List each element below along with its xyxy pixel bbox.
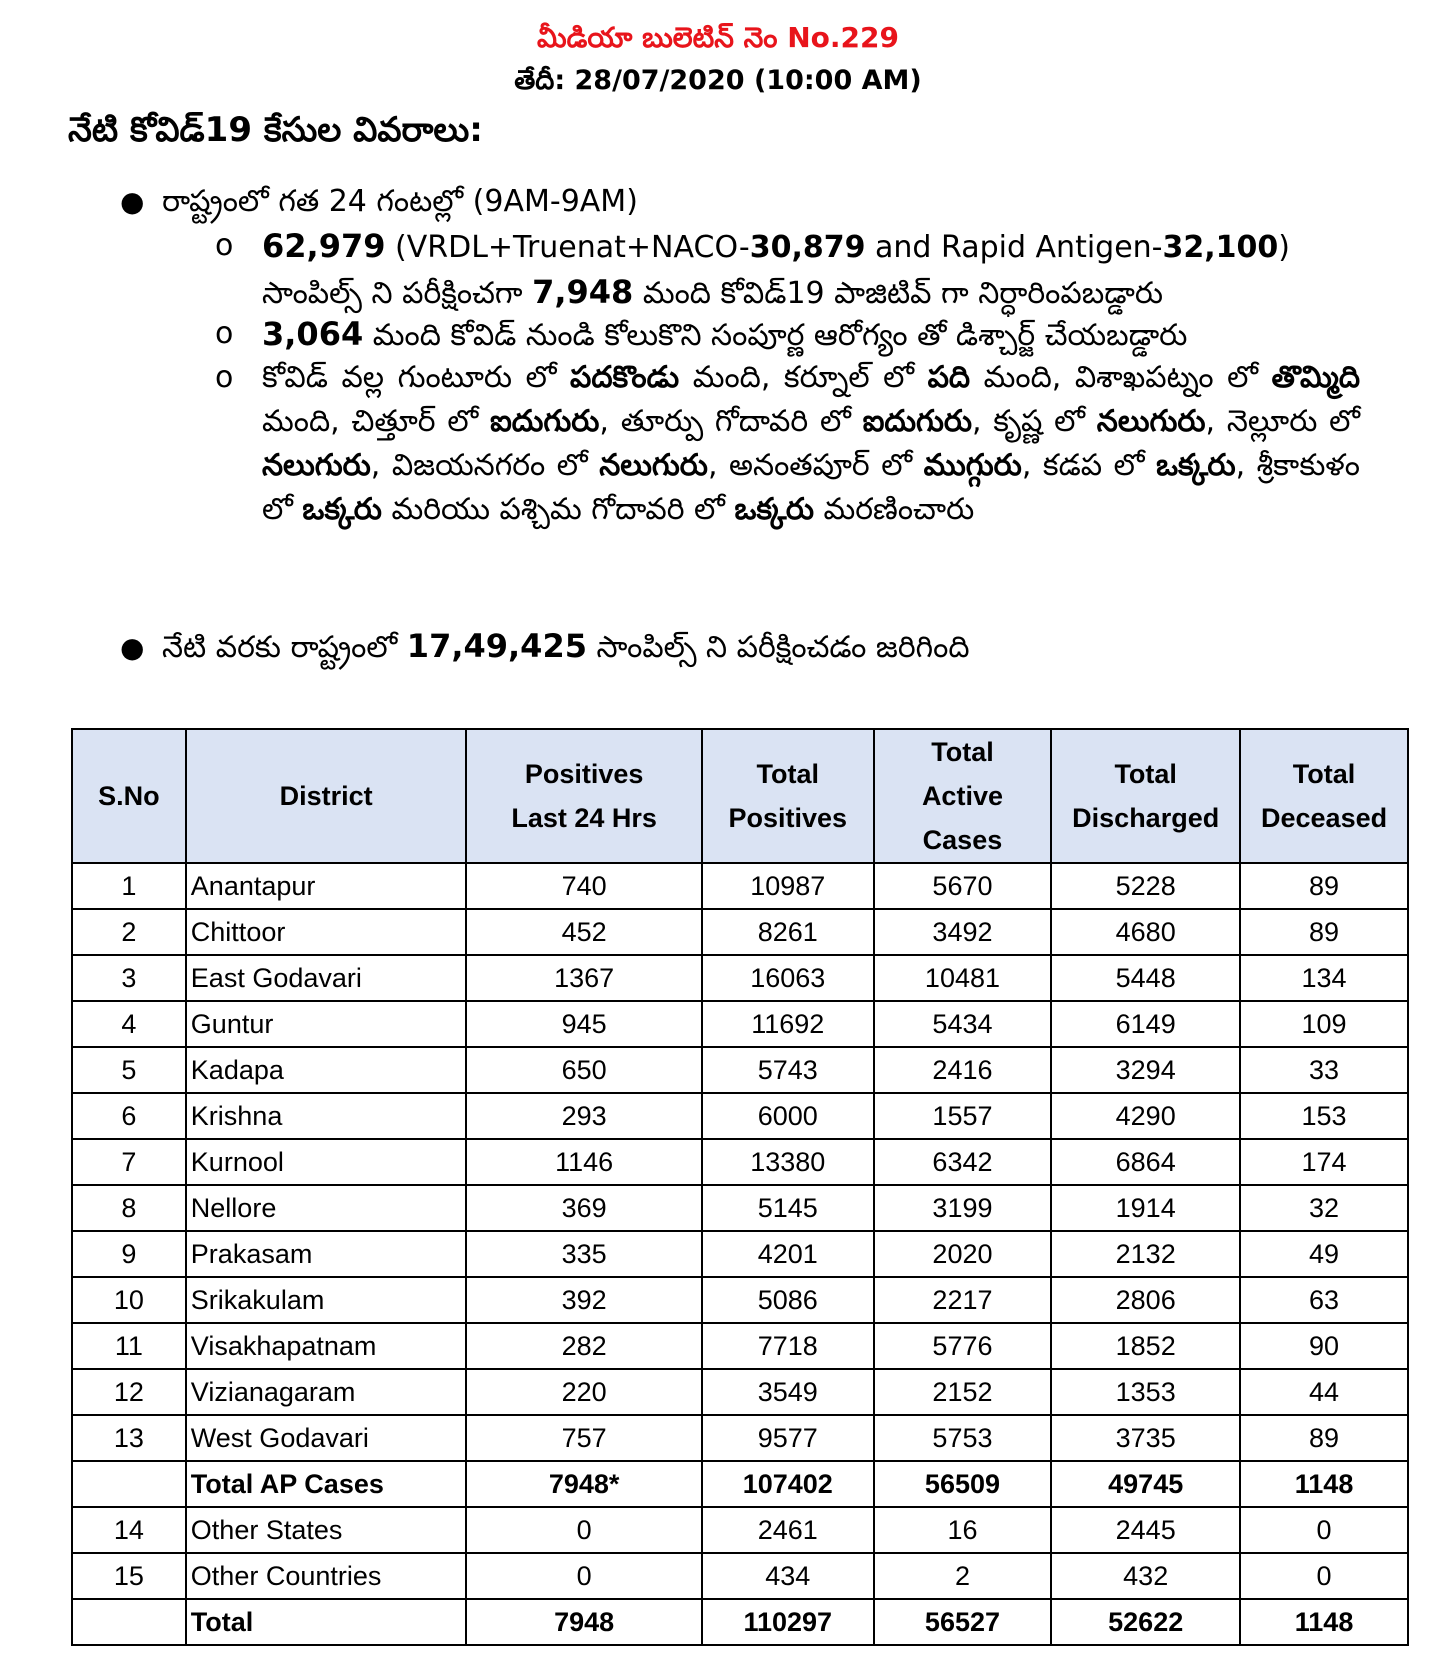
death-count: నలుగురు <box>1096 404 1206 439</box>
cell-district: Vizianagaram <box>186 1369 467 1415</box>
death-count: పది <box>927 360 971 395</box>
cell-total-deceased: 63 <box>1240 1277 1408 1323</box>
cell-total-active: 2020 <box>874 1231 1052 1277</box>
cell-total-positives: 2461 <box>702 1507 874 1553</box>
sub-bullet-icon: o <box>215 316 234 351</box>
cell-total-active: 56527 <box>874 1599 1052 1645</box>
death-count: తొమ్మిది <box>1271 360 1360 395</box>
cell-positives-24h: 945 <box>466 1001 701 1047</box>
cell-total-active: 16 <box>874 1507 1052 1553</box>
cell-district: Kadapa <box>186 1047 467 1093</box>
table-total-row <box>72 1599 1408 1645</box>
cell-sno: 9 <box>72 1231 186 1277</box>
cell-positives-24h: 392 <box>466 1277 701 1323</box>
cell-district: Prakasam <box>186 1231 467 1277</box>
cell-positives-24h: 369 <box>466 1185 701 1231</box>
text-segment: సాంపిల్స్ ని పరీక్షించగా <box>262 276 533 311</box>
cell-total-active: 5670 <box>874 863 1052 909</box>
cell-total-active: 2217 <box>874 1277 1052 1323</box>
cell-positives-24h: 293 <box>466 1093 701 1139</box>
cell-total-positives: 107402 <box>702 1461 874 1507</box>
cell-total-discharged: 3735 <box>1051 1415 1240 1461</box>
cell-sno: 3 <box>72 955 186 1001</box>
district-cases-table <box>71 728 1409 1646</box>
cell-total-positives: 5086 <box>702 1277 874 1323</box>
text-segment: నేటి వరకు రాష్ట్రంలో <box>162 630 407 665</box>
header-total-positives <box>702 729 874 863</box>
cell-total-discharged: 52622 <box>1051 1599 1240 1645</box>
cell-total-positives: 5743 <box>702 1047 874 1093</box>
table-row <box>72 1277 1408 1323</box>
cell-total-discharged: 432 <box>1051 1553 1240 1599</box>
cell-sno: 13 <box>72 1415 186 1461</box>
cell-district: Guntur <box>186 1001 467 1047</box>
table-row <box>72 909 1408 955</box>
bullet-total-samples <box>120 624 970 670</box>
sub-bullet-icon: o <box>215 360 234 395</box>
cell-total-discharged: 49745 <box>1051 1461 1240 1507</box>
text-segment: ) <box>1278 230 1291 265</box>
cell-total-discharged: 1852 <box>1051 1323 1240 1369</box>
text-segment: కోవిడ్ వల్ల గుంటూరు లో <box>262 360 570 395</box>
cell-total-active: 6342 <box>874 1139 1052 1185</box>
text-segment: , అనంతపూర్ లో <box>707 448 924 483</box>
cell-total-deceased: 49 <box>1240 1231 1408 1277</box>
table-row <box>72 1139 1408 1185</box>
cell-total-discharged: 1914 <box>1051 1185 1240 1231</box>
bullet-dot-icon: ● <box>120 185 145 218</box>
cell-positives-24h: 757 <box>466 1415 701 1461</box>
cell-total-deceased: 33 <box>1240 1047 1408 1093</box>
cell-total-positives: 13380 <box>702 1139 874 1185</box>
cell-district: Nellore <box>186 1185 467 1231</box>
text-segment: , కృష్ణ లో <box>972 404 1097 439</box>
table-row <box>72 955 1408 1001</box>
cell-total-active: 2 <box>874 1553 1052 1599</box>
sub-item-text <box>262 224 1360 316</box>
cell-total-positives: 434 <box>702 1553 874 1599</box>
header-total-deceased <box>1240 729 1408 863</box>
text-segment: మంది కోవిడ్19 పాజిటివ్ గా నిర్ధారింపబడ్డారు <box>633 276 1163 311</box>
table-row <box>72 1185 1408 1231</box>
cell-total-discharged: 2806 <box>1051 1277 1240 1323</box>
death-count: ఐదుగురు <box>862 404 972 439</box>
cell-positives-24h: 1367 <box>466 955 701 1001</box>
cell-total-deceased: 89 <box>1240 909 1408 955</box>
cell-total-discharged: 5228 <box>1051 863 1240 909</box>
header-text: District <box>279 781 373 811</box>
cell-total-positives: 9577 <box>702 1415 874 1461</box>
cell-total-deceased: 1148 <box>1240 1461 1408 1507</box>
bulletin-title: మీడియా బులెటిన్ నెం No.229 <box>536 21 899 54</box>
cell-total-positives: 10987 <box>702 863 874 909</box>
death-count: నలుగురు <box>599 448 708 483</box>
cell-positives-24h: 220 <box>466 1369 701 1415</box>
table-total-row <box>72 1461 1408 1507</box>
cell-total-positives: 3549 <box>702 1369 874 1415</box>
text-segment: , కడప లో <box>1021 448 1157 483</box>
cell-sno: 15 <box>72 1553 186 1599</box>
cell-sno: 6 <box>72 1093 186 1139</box>
text-segment: (VRDL+Truenat+NACO- <box>385 230 750 265</box>
cell-total-discharged: 6149 <box>1051 1001 1240 1047</box>
cell-total-deceased: 0 <box>1240 1507 1408 1553</box>
header-text: Deceased <box>1261 803 1388 833</box>
cell-total-positives: 4201 <box>702 1231 874 1277</box>
death-count: పదకొండు <box>569 360 680 395</box>
text-segment: మంది కోవిడ్ నుండి కోలుకొని సంపూర్ణ ఆరోగ్యం తో డిశ్చార్జ్ చేయబడ్డారు <box>363 318 1188 353</box>
cell-sno <box>72 1461 186 1507</box>
cell-total-discharged: 4680 <box>1051 909 1240 955</box>
cell-total-discharged: 2445 <box>1051 1507 1240 1553</box>
sub-item-deaths <box>215 356 1360 532</box>
discharged-count: 3,064 <box>262 315 364 353</box>
antigen-count: 32,100 <box>1162 230 1279 265</box>
cell-district: Visakhapatnam <box>186 1323 467 1369</box>
header-text: Positives <box>728 803 848 833</box>
cell-positives-24h: 7948* <box>466 1461 701 1507</box>
cell-total-positives: 7718 <box>702 1323 874 1369</box>
table-row <box>72 1553 1408 1599</box>
cell-total-deceased: 0 <box>1240 1553 1408 1599</box>
bullet-text: రాష్ట్రంలో గత 24 గంటల్లో (9AM-9AM) <box>162 184 638 219</box>
cell-sno: 1 <box>72 863 186 909</box>
cell-total-deceased: 109 <box>1240 1001 1408 1047</box>
header-positives-24h <box>466 729 701 863</box>
cell-total-deceased: 89 <box>1240 1415 1408 1461</box>
death-count: ఒక్కరు <box>734 492 814 527</box>
cell-total-positives: 6000 <box>702 1093 874 1139</box>
cell-positives-24h: 0 <box>466 1507 701 1553</box>
text-segment: and Rapid Antigen- <box>865 230 1163 265</box>
samples-count: 62,979 <box>262 227 386 265</box>
cell-total-deceased: 1148 <box>1240 1599 1408 1645</box>
cell-total-deceased: 90 <box>1240 1323 1408 1369</box>
header-sno <box>72 729 186 863</box>
cell-district: Total <box>186 1599 467 1645</box>
header-total-active <box>874 729 1052 863</box>
cell-total-deceased: 32 <box>1240 1185 1408 1231</box>
text-segment: మరియు పశ్చిమ గోదావరి లో <box>381 492 735 527</box>
cell-positives-24h: 7948 <box>466 1599 701 1645</box>
header-total-discharged <box>1051 729 1240 863</box>
header-district <box>186 729 467 863</box>
header-text: Last 24 Hrs <box>511 803 657 833</box>
text-segment: మంది, చిత్తూర్ లో <box>262 404 490 439</box>
cell-total-positives: 16063 <box>702 955 874 1001</box>
table-body <box>72 863 1408 1645</box>
cell-district: Anantapur <box>186 863 467 909</box>
cell-district: Krishna <box>186 1093 467 1139</box>
cell-positives-24h: 335 <box>466 1231 701 1277</box>
cell-total-deceased: 153 <box>1240 1093 1408 1139</box>
sub-item-discharged <box>215 312 1360 358</box>
header-text: Total <box>756 759 820 789</box>
cell-district: Total AP Cases <box>186 1461 467 1507</box>
sub-bullet-icon: o <box>215 228 234 263</box>
cell-total-discharged: 1353 <box>1051 1369 1240 1415</box>
cell-total-positives: 110297 <box>702 1599 874 1645</box>
cell-total-deceased: 44 <box>1240 1369 1408 1415</box>
text-segment: , శ్రీకాకుళం లో <box>262 448 1360 527</box>
cell-total-deceased: 134 <box>1240 955 1408 1001</box>
cell-positives-24h: 740 <box>466 863 701 909</box>
cell-sno: 12 <box>72 1369 186 1415</box>
cell-positives-24h: 650 <box>466 1047 701 1093</box>
cell-sno: 10 <box>72 1277 186 1323</box>
table-row <box>72 1001 1408 1047</box>
cell-total-discharged: 4290 <box>1051 1093 1240 1139</box>
cell-sno: 5 <box>72 1047 186 1093</box>
cell-sno: 7 <box>72 1139 186 1185</box>
cell-district: Other Countries <box>186 1553 467 1599</box>
positives-count: 7,948 <box>532 273 634 311</box>
cell-district: Kurnool <box>186 1139 467 1185</box>
text-segment: సాంపిల్స్ ని పరీక్షించడం జరిగింది <box>586 630 970 665</box>
cell-sno <box>72 1599 186 1645</box>
cell-sno: 2 <box>72 909 186 955</box>
cell-total-positives: 5145 <box>702 1185 874 1231</box>
bullet-last-24-hours <box>120 180 638 224</box>
header-text: Total <box>931 737 994 767</box>
cell-district: Srikakulam <box>186 1277 467 1323</box>
table-row <box>72 1231 1408 1277</box>
death-count: ఒక్కరు <box>1156 448 1236 483</box>
death-count: ఐదుగురు <box>490 404 600 439</box>
header-text: S.No <box>98 781 160 811</box>
death-count: ఒక్కరు <box>302 492 382 527</box>
cell-total-discharged: 2132 <box>1051 1231 1240 1277</box>
cell-sno: 4 <box>72 1001 186 1047</box>
cell-total-deceased: 174 <box>1240 1139 1408 1185</box>
text-segment: మంది, కర్నూల్ లో <box>679 360 928 395</box>
table-header-row <box>72 729 1408 863</box>
sub-item-text <box>262 312 1360 358</box>
cell-total-active: 1557 <box>874 1093 1052 1139</box>
date-label: తేదీ <box>514 65 555 96</box>
cell-district: Other States <box>186 1507 467 1553</box>
cell-district: West Godavari <box>186 1415 467 1461</box>
header-text: Discharged <box>1072 803 1220 833</box>
header-text: Total <box>1114 759 1177 789</box>
cell-sno: 11 <box>72 1323 186 1369</box>
text-segment: , విజయనగరం లో <box>370 448 600 483</box>
cell-total-active: 5434 <box>874 1001 1052 1047</box>
text-segment: మరణించారు <box>813 492 975 527</box>
cell-district: East Godavari <box>186 955 467 1001</box>
cell-positives-24h: 0 <box>466 1553 701 1599</box>
table-row <box>72 863 1408 909</box>
text-segment: , నెల్లూరు లో <box>1205 404 1360 439</box>
cell-total-active: 5776 <box>874 1323 1052 1369</box>
cell-total-discharged: 3294 <box>1051 1047 1240 1093</box>
cell-total-active: 10481 <box>874 955 1052 1001</box>
bulletin-date <box>0 62 1436 100</box>
death-count: ముగ్గురు <box>923 448 1022 483</box>
cell-total-deceased: 89 <box>1240 863 1408 909</box>
cell-total-discharged: 5448 <box>1051 955 1240 1001</box>
cell-district: Chittoor <box>186 909 467 955</box>
vrdl-count: 30,879 <box>749 230 866 265</box>
cell-positives-24h: 1146 <box>466 1139 701 1185</box>
cell-positives-24h: 452 <box>466 909 701 955</box>
text-segment: , తూర్పు గోదావరి లో <box>599 404 863 439</box>
cell-total-discharged: 6864 <box>1051 1139 1240 1185</box>
cell-positives-24h: 282 <box>466 1323 701 1369</box>
sub-item-text <box>262 356 1360 532</box>
sub-item-samples <box>215 224 1360 316</box>
cell-total-positives: 11692 <box>702 1001 874 1047</box>
cell-total-active: 56509 <box>874 1461 1052 1507</box>
cell-total-active: 5753 <box>874 1415 1052 1461</box>
cell-total-active: 2152 <box>874 1369 1052 1415</box>
table-row <box>72 1047 1408 1093</box>
date-value: : 28/07/2020 (10:00 AM) <box>554 65 922 96</box>
table-row <box>72 1093 1408 1139</box>
cell-sno: 14 <box>72 1507 186 1553</box>
header-text: Total <box>1292 759 1356 789</box>
table-row <box>72 1369 1408 1415</box>
header-text: Positives <box>524 759 644 789</box>
cell-total-active: 2416 <box>874 1047 1052 1093</box>
table-row <box>72 1415 1408 1461</box>
table-row <box>72 1323 1408 1369</box>
table-row <box>72 1507 1408 1553</box>
death-count: నలుగురు <box>262 448 371 483</box>
cell-total-positives: 8261 <box>702 909 874 955</box>
cell-sno: 8 <box>72 1185 186 1231</box>
bullet-dot-icon: ● <box>120 631 145 664</box>
cell-total-active: 3199 <box>874 1185 1052 1231</box>
text-segment: మంది, విశాఖపట్నం లో <box>970 360 1272 395</box>
cell-total-active: 3492 <box>874 909 1052 955</box>
total-samples-count: 17,49,425 <box>406 627 587 665</box>
header-text: Active Cases <box>921 781 1003 855</box>
section-heading: నేటి కోవిడ్19 కేసుల వివరాలు: <box>68 110 483 150</box>
